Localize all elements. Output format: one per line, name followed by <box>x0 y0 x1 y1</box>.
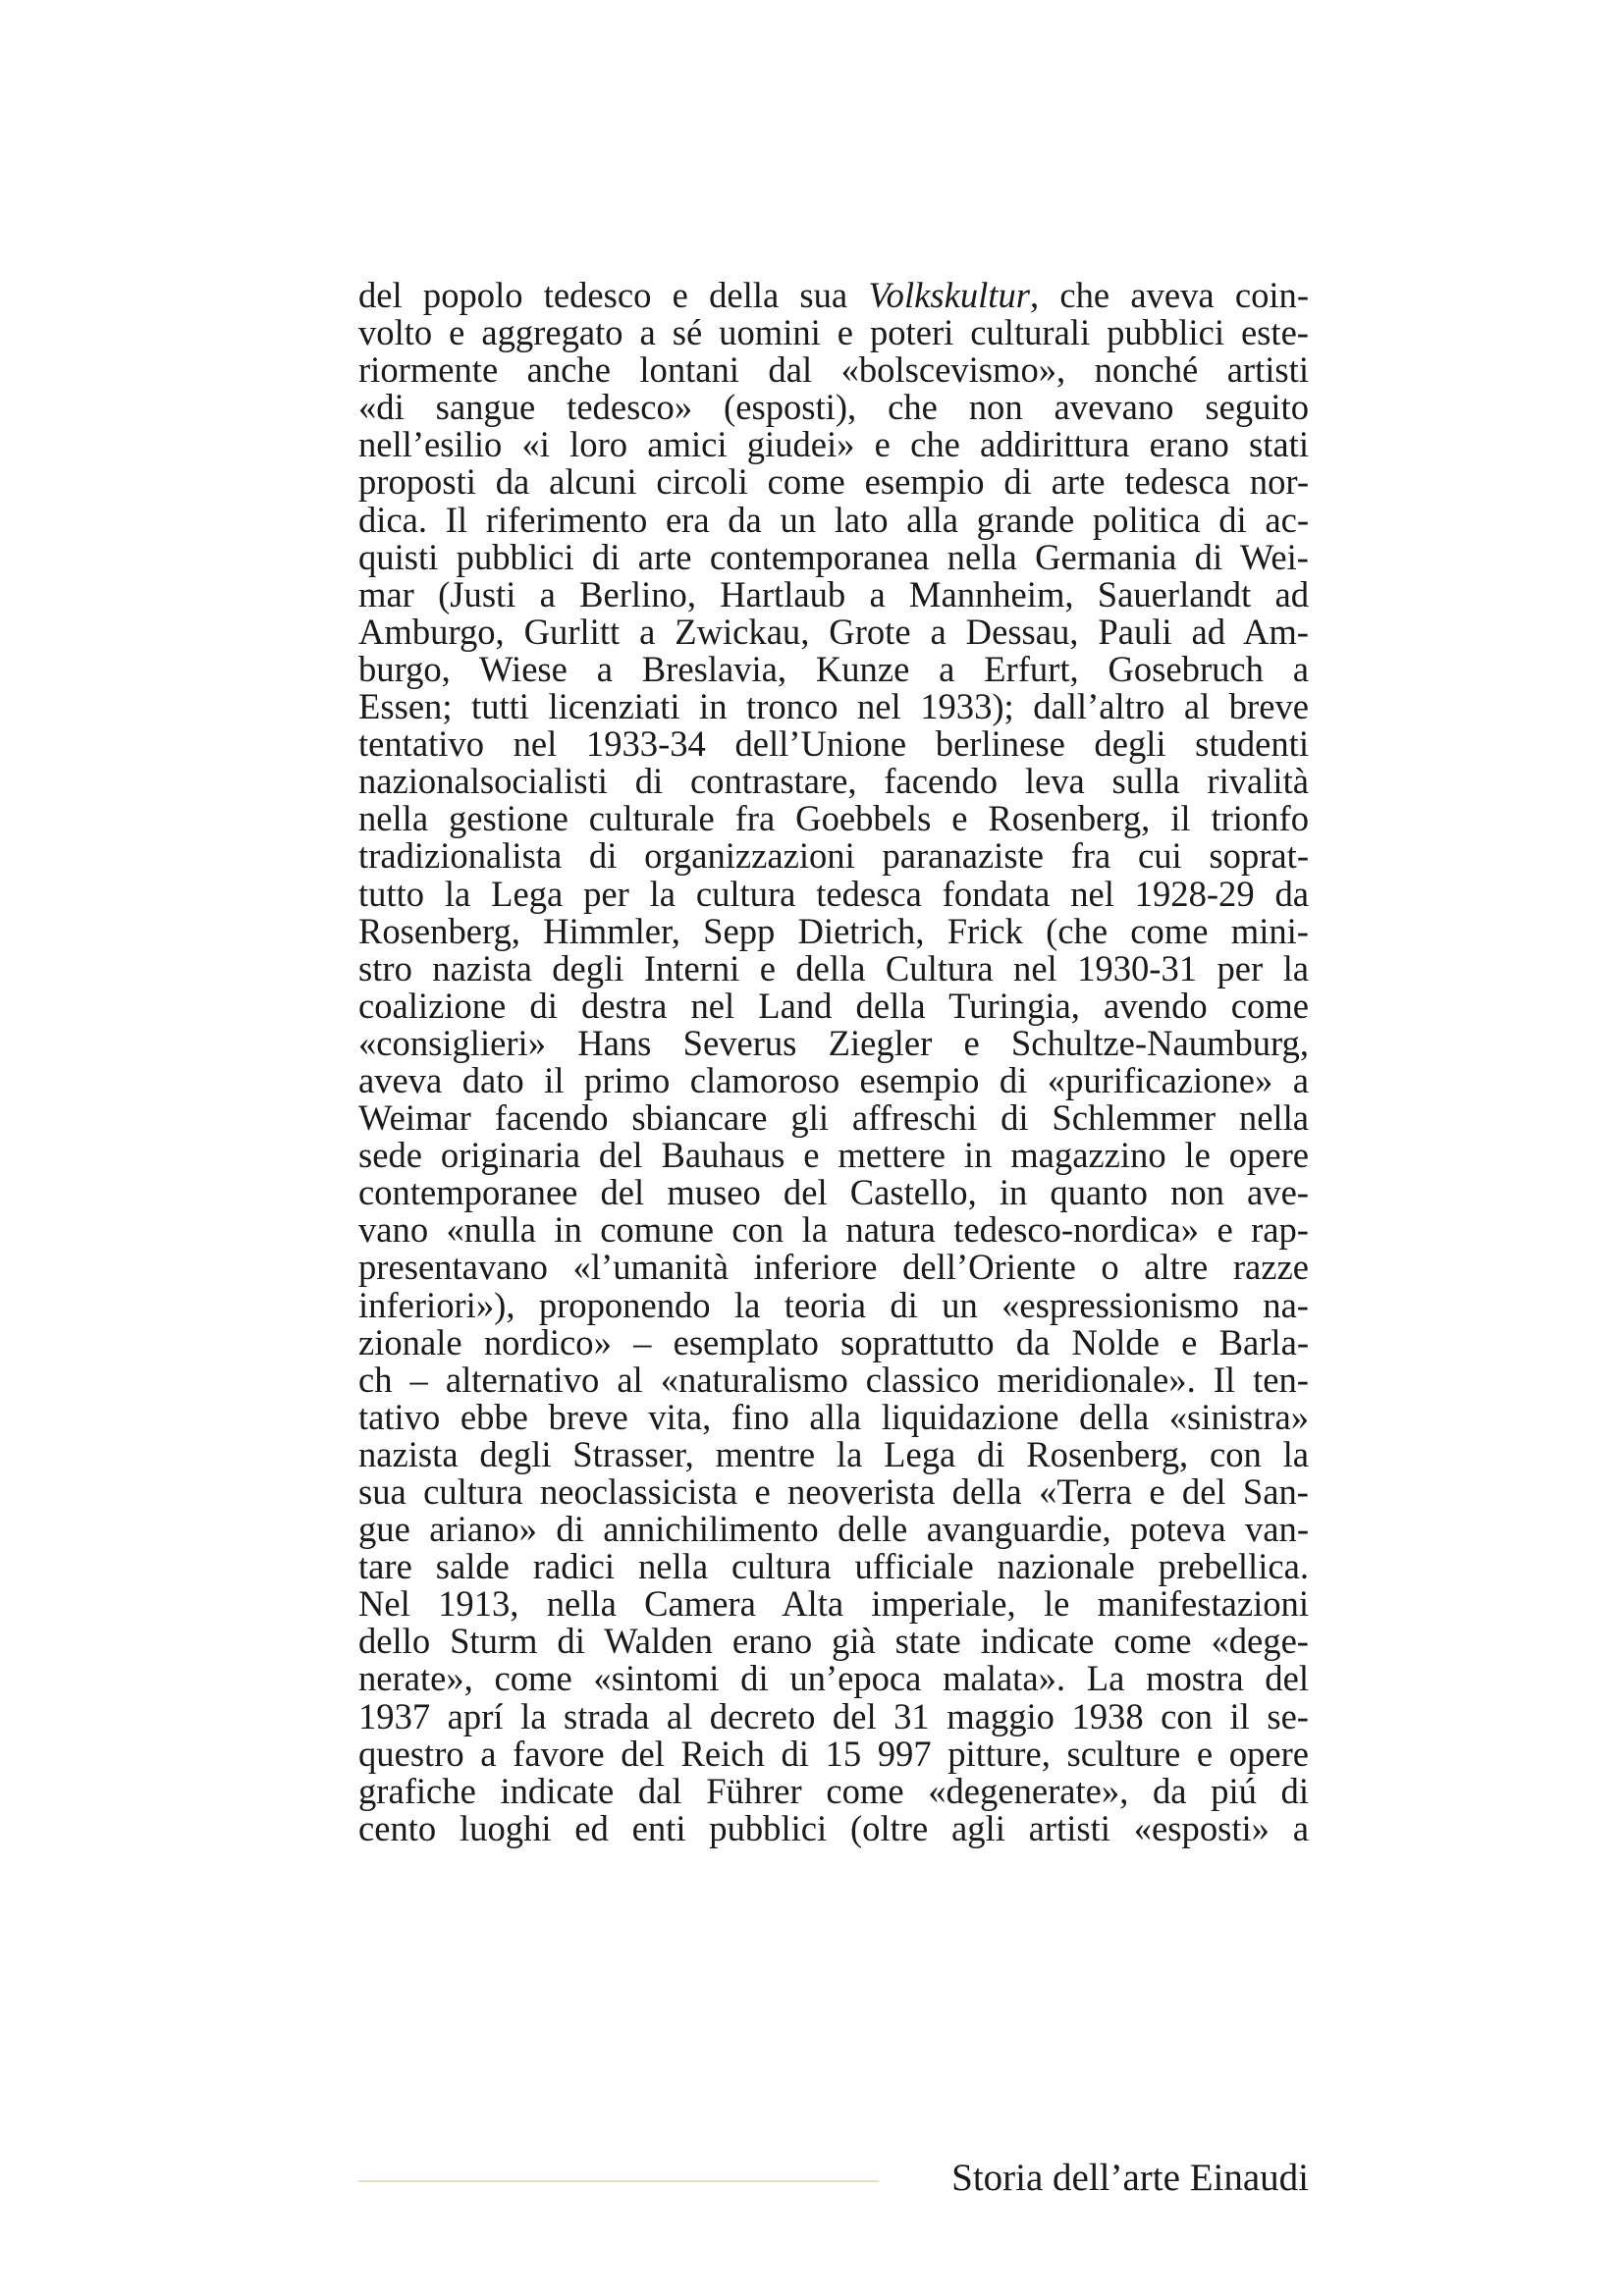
text-line: cento luoghi ed enti pubblici (oltre agli artisti «esposti» a <box>358 1807 1309 1848</box>
text-line: 1937 aprí la strada al decreto del 31 maggio 1938 con il se- <box>358 1695 1309 1736</box>
text-line: tentativo nel 1933-34 dell’Unione berlinese degli studenti <box>358 723 1309 765</box>
text-line: gue ariano» di annichilimento delle avanguardie, poteva van- <box>358 1509 1309 1550</box>
text-line: presentavano «l’umanità inferiore dell’Oriente o altre razze <box>358 1247 1309 1288</box>
text-line: «consiglieri» Hans Severus Ziegler e Schultze-Naumburg, <box>358 1022 1309 1063</box>
body-text <box>358 277 1309 1847</box>
text-line: riormente anche lontani dal «bolscevismo», nonché artisti <box>358 349 1309 391</box>
text-line: dello Sturm di Walden erano già state indicate come «dege- <box>358 1621 1309 1662</box>
text-line: aveva dato il primo clamoroso esempio di «purificazione» a <box>358 1059 1309 1100</box>
text-line: sede originaria del Bauhaus e mettere in magazzino le opere <box>358 1135 1309 1176</box>
text-line: nella gestione culturale fra Goebbels e Rosenberg, il trionfo <box>358 798 1309 839</box>
text-line: nell’esilio «i loro amici giudei» e che addirittura erano stati <box>358 424 1309 465</box>
footer-title: Storia dell’arte Einaudi <box>951 2157 1309 2199</box>
footer-rule <box>358 2180 879 2182</box>
text-line-1 <box>358 277 1309 314</box>
text-line: Weimar facendo sbiancare gli affreschi di Schlemmer nella <box>358 1097 1309 1139</box>
text-line: coalizione di destra nel Land della Turingia, avendo come <box>358 985 1309 1026</box>
text-line: volto e aggregato a sé uomini e poteri culturali pubblici este- <box>358 312 1309 353</box>
text-line: nazionalsocialisti di contrastare, facendo leva sulla rivalità <box>358 761 1309 802</box>
text-line: quisti pubblici di arte contemporanea nella Germania di Wei- <box>358 536 1309 577</box>
text-line: tativo ebbe breve vita, fino alla liquidazione della «sinistra» <box>358 1396 1309 1437</box>
text-line: grafiche indicate dal Führer come «degenerate», da piú di <box>358 1770 1309 1811</box>
text-line: Rosenberg, Himmler, Sepp Dietrich, Frick (che come mini- <box>358 910 1309 951</box>
text-line: vano «nulla in comune con la natura tedesco-nordica» e rap- <box>358 1209 1309 1251</box>
text-line: «di sangue tedesco» (esposti), che non avevano seguito <box>358 387 1309 428</box>
text-line: contemporanee del museo del Castello, in quanto non ave- <box>358 1172 1309 1213</box>
text-line: zionale nordico» – esemplato soprattutto da Nolde e Barla- <box>358 1321 1309 1362</box>
text-line: nerate», come «sintomi di un’epoca malata». La mostra del <box>358 1658 1309 1699</box>
text-line: inferiori»), proponendo la teoria di un «espressionismo na- <box>358 1284 1309 1325</box>
text-line-1-before: del popolo tedesco e della sua <box>358 275 869 315</box>
text-line: dica. Il riferimento era da un lato alla grande politica di ac- <box>358 499 1309 540</box>
text-line: burgo, Wiese a Breslavia, Kunze a Erfurt, Gosebruch a <box>358 648 1309 689</box>
text-line: Nel 1913, nella Camera Alta imperiale, le manifestazioni <box>358 1583 1309 1625</box>
text-line: stro nazista degli Interni e della Cultura nel 1930-31 per la <box>358 947 1309 988</box>
text-line: proposti da alcuni circoli come esempio di arte tedesca nor- <box>358 461 1309 503</box>
text-line: Amburgo, Gurlitt a Zwickau, Grote a Dessau, Pauli ad Am- <box>358 611 1309 652</box>
text-line: tradizionalista di organizzazioni paranaziste fra cui soprat- <box>358 835 1309 877</box>
text-line: mar (Justi a Berlino, Hartlaub a Mannheim, Sauerlandt ad <box>358 573 1309 614</box>
text-line: questro a favore del Reich di 15 997 pitture, sculture e opere <box>358 1733 1309 1774</box>
text-line: tutto la Lega per la cultura tedesca fondata nel 1928-29 da <box>358 873 1309 914</box>
text-line: sua cultura neoclassicista e neoverista della «Terra e del San- <box>358 1471 1309 1512</box>
italic-term-volkskultur: Volkskultur <box>868 275 1030 315</box>
text-line: tare salde radici nella cultura ufficiale nazionale prebellica. <box>358 1546 1309 1587</box>
text-line: nazista degli Strasser, mentre la Lega di Rosenberg, con la <box>358 1433 1309 1474</box>
text-line: ch – alternativo al «naturalismo classico meridionale». Il ten- <box>358 1359 1309 1400</box>
text-line-1-after: , che aveva coin- <box>1029 275 1309 315</box>
text-line: Essen; tutti licenziati in tronco nel 1933); dall’altro al breve <box>358 686 1309 727</box>
